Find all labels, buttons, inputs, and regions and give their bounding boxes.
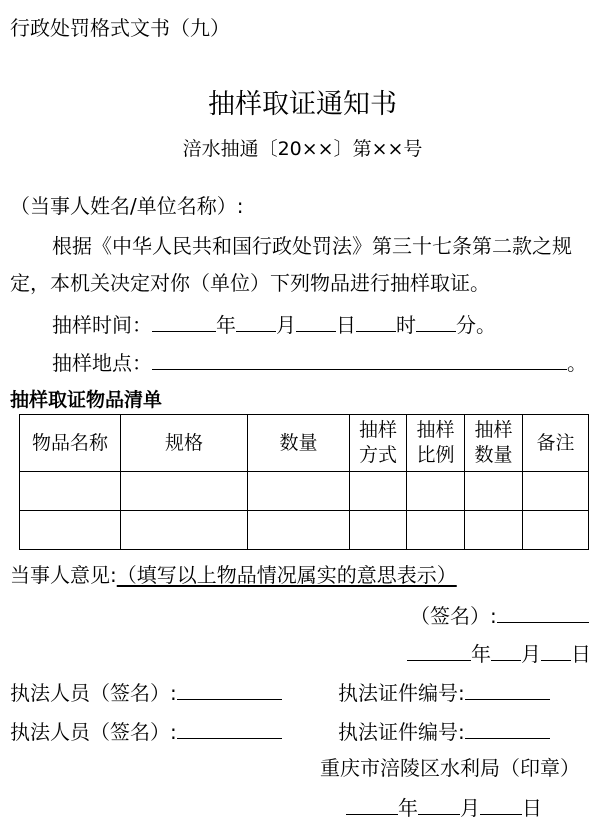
table-row [20,472,589,511]
table-header-row [20,415,589,472]
officer-signature-label: 执法人员（签名）: [10,720,177,744]
day-blank[interactable] [296,311,336,332]
header-remarks: 备注 [523,415,589,472]
month-blank[interactable] [236,311,276,332]
officer-signature-label: 执法人员（签名）: [10,681,177,705]
table-cell[interactable] [407,472,465,511]
sampling-place-label: 抽样地点： [52,351,152,375]
minute-label: 分。 [456,313,496,337]
party-opinion-line [10,563,457,587]
table-cell[interactable] [523,472,589,511]
agency-year-label: 年 [398,796,418,820]
sampling-time-label: 抽样时间： [52,313,152,337]
officer-1-cert-line [338,679,550,705]
table-cell[interactable] [248,472,350,511]
sampling-place-line [52,349,587,375]
officer-cert-label: 执法证件编号: [338,681,465,705]
body-text-line-1: 根据《中华人民共和国行政处罚法》第三十七条第二款之规 [52,234,572,258]
day-label: 日 [336,313,356,337]
table-cell[interactable] [20,472,121,511]
agency-day-label: 日 [522,796,542,820]
table-cell[interactable] [121,472,248,511]
hour-label: 时 [396,313,416,337]
table-cell[interactable] [350,472,407,511]
party-signature-label: （签名）: [410,604,497,628]
sampled-items-table [19,414,589,550]
year-blank[interactable] [152,311,216,332]
sampling-time-line [52,311,496,337]
table-row [20,511,589,550]
document-type-label: 行政处罚格式文书（九） [10,16,230,40]
party-year-label: 年 [471,642,491,666]
table-cell[interactable] [407,511,465,550]
header-spec: 规格 [121,415,248,472]
table-cell[interactable] [20,511,121,550]
hour-blank[interactable] [356,311,396,332]
party-signature-blank[interactable] [497,602,589,623]
officer-cert-label: 执法证件编号: [338,720,465,744]
agency-month-blank[interactable] [418,794,460,815]
header-quantity: 数量 [248,415,350,472]
body-text-line-2: 定，本机关决定对你（单位）下列物品进行抽样取证。 [10,271,490,295]
issuing-agency: 重庆市涪陵区水利局（印章） [320,756,580,780]
party-day-label: 日 [571,642,591,666]
agency-date-line [346,794,542,820]
officer-1-cert-blank[interactable] [465,679,550,700]
item-list-title: 抽样取证物品清单 [10,389,163,411]
officer-2-cert-blank[interactable] [465,718,550,739]
party-signature-line [410,602,589,628]
agency-year-blank[interactable] [346,794,398,815]
page-title: 抽样取证通知书 [208,89,397,120]
party-day-blank[interactable] [541,640,571,661]
sampling-place-blank[interactable] [152,349,567,370]
month-label: 月 [276,313,296,337]
officer-2-cert-line [338,718,550,744]
header-item-name: 物品名称 [20,415,121,472]
party-date-line [407,640,591,666]
table-cell[interactable] [523,511,589,550]
agency-day-blank[interactable] [480,794,522,815]
table-cell[interactable] [465,472,523,511]
party-opinion-hint[interactable]: （填写以上物品情况属实的意思表示） [116,563,457,587]
table-cell[interactable] [465,511,523,550]
party-opinion-label: 当事人意见: [10,563,117,587]
header-sampling-method: 抽样 方式 [350,415,407,472]
table-cell[interactable] [350,511,407,550]
officer-1-signature-blank[interactable] [177,679,282,700]
table-cell[interactable] [121,511,248,550]
party-month-label: 月 [521,642,541,666]
officer-2-signature-blank[interactable] [177,718,282,739]
party-year-blank[interactable] [407,640,471,661]
sampling-place-end: 。 [567,351,587,375]
year-label: 年 [216,313,236,337]
party-month-blank[interactable] [491,640,521,661]
minute-blank[interactable] [416,311,456,332]
party-name-line: （当事人姓名/单位名称）: [10,194,244,218]
officer-1-signature-line [10,679,282,705]
header-sampling-ratio: 抽样 比例 [407,415,465,472]
document-number: 涪水抽通〔20××〕第××号 [182,138,423,160]
table-cell[interactable] [248,511,350,550]
header-sampling-quantity: 抽样 数量 [465,415,523,472]
agency-month-label: 月 [460,796,480,820]
officer-2-signature-line [10,718,282,744]
